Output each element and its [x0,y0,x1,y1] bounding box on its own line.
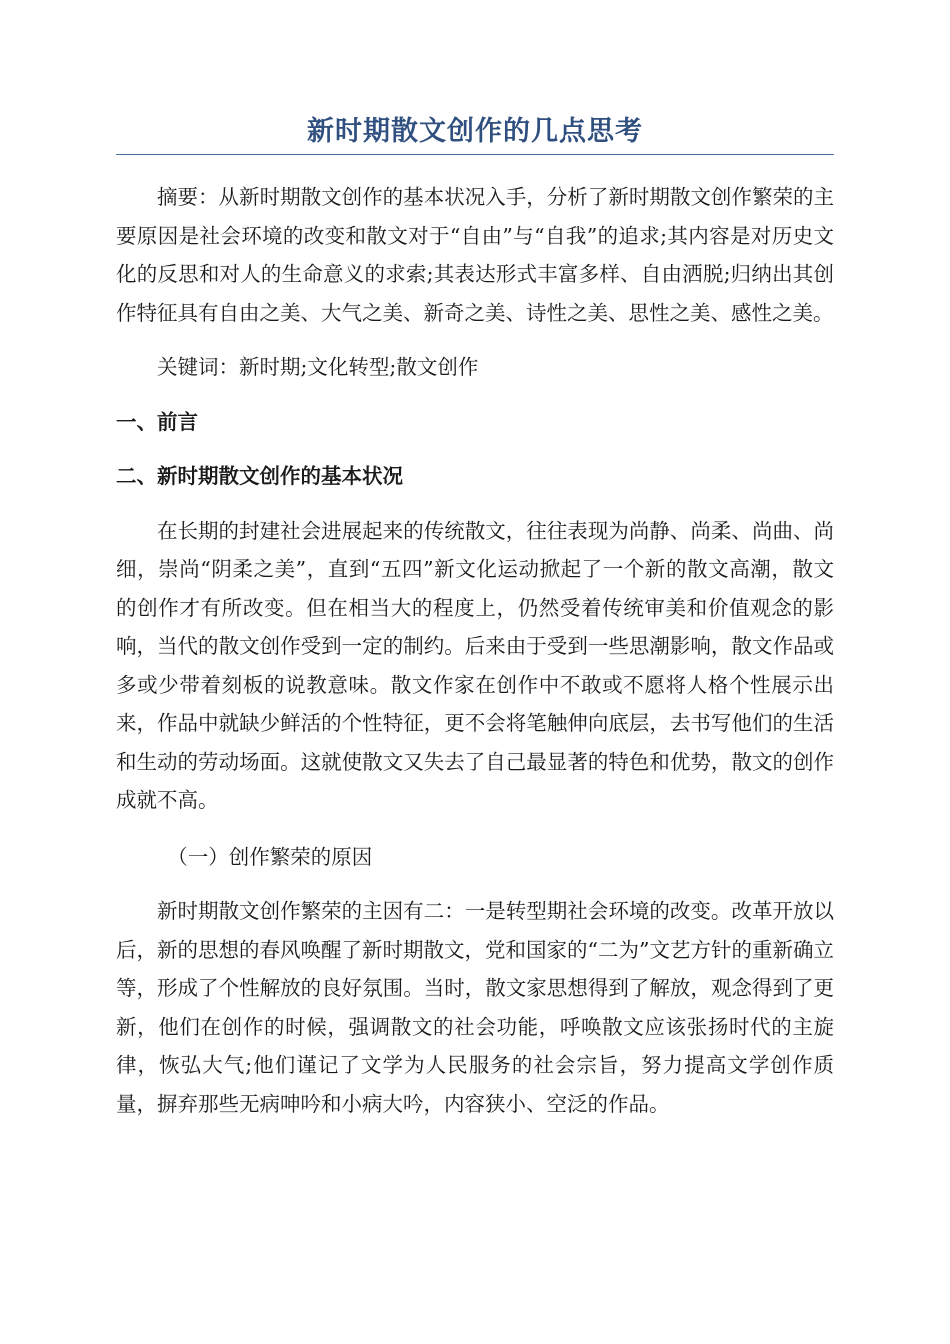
subsection-heading-reasons: （一）创作繁荣的原因 [167,844,373,869]
document-page [116,112,834,1123]
abstract-paragraph: 摘要：从新时期散文创作的基本状况入手，分析了新时期散文创作繁荣的主要原因是社会环境的改变和散文对于“自由”与“自我”的追求;其内容是对历史文化的反思和对人的生命意义的求索;其表达形式丰富多样、自由洒脱;归纳出其创作特征具有自由之美、大气之美、新奇之美、诗性之美、思性之美、感性之美。 [116,185,834,325]
section-heading-basic-status: 二、新时期散文创作的基本状况 [116,464,403,488]
body-paragraph-basic-status: 在长期的封建社会进展起来的传统散文，往往表现为尚静、尚柔、尚曲、尚细，崇尚“阴柔之美”，直到“五四”新文化运动掀起了一个新的散文高潮，散文的创作才有所改变。但在相当大的程度上，仍然受着传统审美和价值观念的影响，当代的散文创作受到一定的制约。后来由于受到一些思潮影响，散文作品或多或少带着刻板的说教意味。散文作家在创作中不敢或不愿将人格个性展示出来，作品中就缺少鲜活的个性特征，更不会将笔触伸向底层，去书写他们的生活和生动的劳动场面。这就使散文又失去了自己最显著的特色和优势，散文的创作成就不高。 [116,518,834,812]
document-title: 新时期散文创作的几点思考 [116,112,834,155]
keywords-line: 关键词：新时期;文化转型;散文创作 [157,355,479,379]
body-paragraph-reasons: 新时期散文创作繁荣的主因有二：一是转型期社会环境的改变。改革开放以后，新的思想的春风唤醒了新时期散文，党和国家的“二为”文艺方针的重新确立等，形成了个性解放的良好氛围。当时，散文家思想得到了解放，观念得到了更新，他们在创作的时候，强调散文的社会功能，呼唤散文应该张扬时代的主旋律，恢弘大气;他们谨记了文学为人民服务的社会宗旨，努力提高文学创作质量，摒弃那些无病呻吟和小病大吟，内容狭小、空泛的作品。 [116,899,834,1116]
section-heading-preface: 一、前言 [116,409,198,434]
